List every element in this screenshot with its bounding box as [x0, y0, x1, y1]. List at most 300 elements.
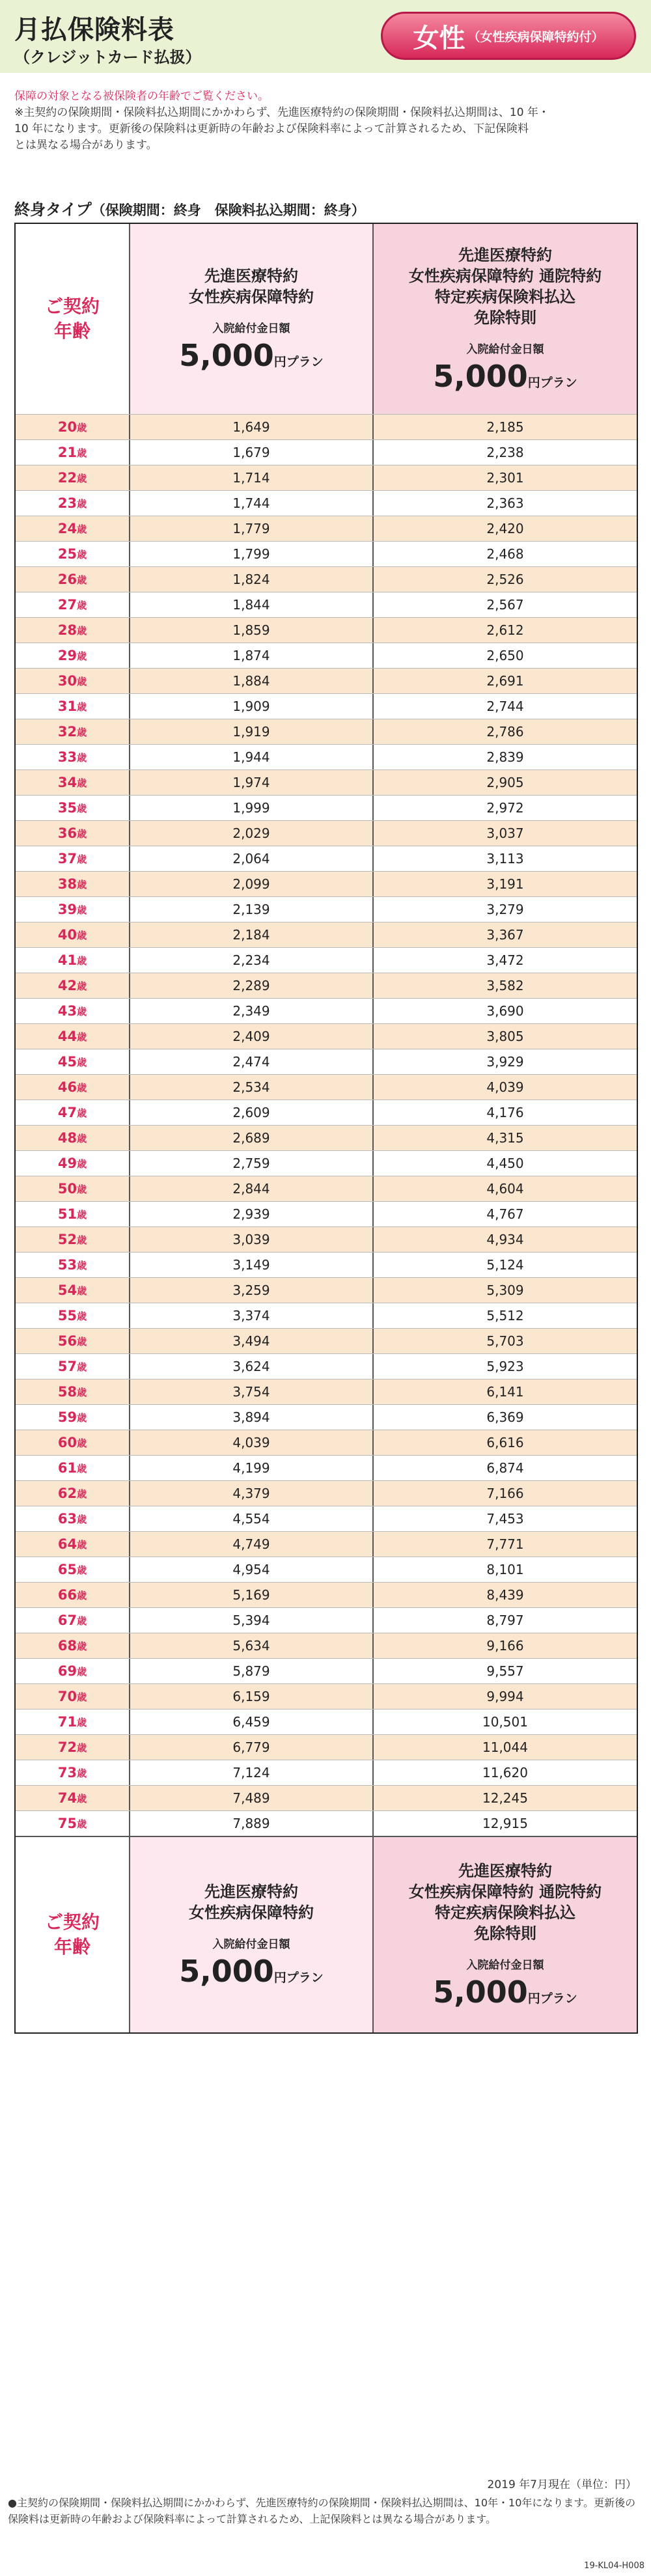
age-cell [16, 1583, 130, 1607]
plan-2-premium-cell: 11,620 [482, 1765, 528, 1780]
plan-2-premium-cell: 7,166 [486, 1486, 524, 1501]
age-unit: 歳 [77, 1411, 87, 1424]
plan-1-title-line-1: 先進医療特約 [204, 266, 298, 285]
plan-1-premium-cell: 3,149 [130, 1253, 374, 1277]
plan-2-premium-cell: 7,771 [486, 1536, 524, 1552]
plan-2-premium-cell: 10,501 [482, 1714, 528, 1730]
plan-1-premium-cell: 1,744 [130, 491, 374, 516]
plan-2-premium-cell: 11,044 [482, 1739, 528, 1755]
plan-1-premium-cell: 1,909 [130, 694, 374, 719]
plan-2-premium-cell: 6,369 [486, 1409, 524, 1425]
age-unit: 歳 [77, 726, 87, 738]
age-unit: 歳 [77, 1208, 87, 1221]
age-value: 22 [57, 470, 77, 486]
age-cell [16, 1456, 130, 1480]
age-cell [16, 1049, 130, 1074]
table-row [16, 1734, 637, 1760]
age-unit: 歳 [77, 1234, 87, 1246]
premium-table [14, 223, 638, 2034]
age-value: 47 [57, 1105, 77, 1120]
age-value: 69 [57, 1663, 77, 1679]
footnote: ●主契約の保険期間・保険料払込期間にかかわらず、先進医療特約の保険期間・保険料払込期間は、10年・10年になります。更新後の保険料は更新時の年齢および保険料率によって計算されるため、上記保険料とは異なる場合があります。 [8, 2497, 636, 2525]
age-value: 33 [57, 749, 77, 765]
plan-2-footer-title-line-4: 免除特則 [474, 1924, 536, 1943]
page-header [0, 0, 651, 73]
renewal-note-line-1: ※主契約の保険期間・保険料払込期間にかかわらず、先進医療特約の保険期間・保険料払込期間は、10 年・ [14, 106, 549, 119]
table-row [16, 617, 637, 643]
table-row [16, 1074, 637, 1100]
age-cell [16, 1811, 130, 1836]
plan-1-premium-cell: 2,844 [130, 1176, 374, 1201]
age-value: 37 [57, 851, 77, 866]
renewal-note-line-2: 10 年になります。更新後の保険料は更新時の年齢および保険料率によって計算されるため、下記保険料 [14, 122, 529, 135]
table-row [16, 1430, 637, 1455]
age-cell [16, 1379, 130, 1404]
age-value: 20 [57, 419, 77, 435]
table-row [16, 1557, 637, 1582]
table-row [16, 1658, 637, 1683]
plan-2-premium-cell: 5,703 [486, 1333, 524, 1349]
age-value: 67 [57, 1613, 77, 1628]
plan-1-premium-cell: 2,474 [130, 1049, 374, 1074]
age-value: 44 [57, 1029, 77, 1044]
table-row [16, 1455, 637, 1480]
age-unit: 歳 [77, 574, 87, 586]
plan-1-premium-cell: 2,029 [130, 821, 374, 846]
age-header-line-2: 年齢 [53, 320, 90, 342]
age-value: 74 [57, 1790, 77, 1806]
age-value: 46 [57, 1079, 77, 1095]
table-row [16, 643, 637, 668]
plan-1-footer-title-line-2: 女性疾病保障特約 [189, 1903, 314, 1922]
plan-2-premium-cell: 2,420 [486, 521, 524, 536]
plan-1-premium-cell: 3,374 [130, 1303, 374, 1328]
age-value: 51 [57, 1206, 77, 1222]
age-unit: 歳 [77, 1462, 87, 1475]
plan-2-title-line-2: 女性疾病保障特約 通院特約 [408, 266, 602, 285]
age-unit: 歳 [77, 904, 87, 916]
plan-1-premium-cell: 2,064 [130, 846, 374, 871]
age-value: 29 [57, 648, 77, 663]
plan-2-premium-cell: 5,512 [486, 1308, 524, 1323]
age-column-header [16, 224, 130, 414]
table-row [16, 1785, 637, 1810]
age-cell [16, 1227, 130, 1252]
table-row [16, 1201, 637, 1226]
plan-2-premium-cell: 4,039 [486, 1079, 524, 1095]
plan-2-premium-cell: 3,805 [486, 1029, 524, 1044]
plan-1-premium-cell: 5,394 [130, 1608, 374, 1633]
table-row [16, 795, 637, 820]
plan-1-premium-cell: 1,999 [130, 796, 374, 820]
plan-1-premium-cell: 1,944 [130, 745, 374, 769]
table-row [16, 1810, 637, 1836]
plan-2-premium-cell: 2,905 [486, 775, 524, 790]
plan-1-premium-cell: 1,874 [130, 643, 374, 668]
age-cell [16, 618, 130, 643]
age-unit: 歳 [77, 1056, 87, 1068]
age-unit: 歳 [77, 1513, 87, 1525]
age-value: 57 [57, 1359, 77, 1374]
table-row [16, 973, 637, 998]
age-unit: 歳 [77, 853, 87, 865]
plan-1-premium-cell: 5,169 [130, 1583, 374, 1607]
table-row [16, 1683, 637, 1709]
age-value: 60 [57, 1435, 77, 1450]
plan-2-premium-cell: 2,301 [486, 470, 524, 486]
plan-2-footer-amount-unit: 円プラン [527, 1991, 577, 2006]
age-unit: 歳 [77, 1437, 87, 1449]
plan-1-amount-unit: 円プラン [273, 354, 324, 369]
age-cell [16, 1430, 130, 1455]
age-unit: 歳 [77, 523, 87, 535]
table-row [16, 1176, 637, 1201]
age-header-line-1: ご契約 [44, 296, 100, 317]
plan-1-premium-cell: 6,159 [130, 1684, 374, 1709]
plan-1-benefit-label: 入院給付金日額 [212, 322, 290, 335]
plan-2-premium-cell: 8,797 [486, 1613, 524, 1628]
plan-1-premium-cell: 2,234 [130, 948, 374, 973]
plan-2-premium-cell: 9,166 [486, 1638, 524, 1654]
plan-2-premium-cell: 2,612 [486, 622, 524, 638]
plan-1-premium-cell: 2,099 [130, 872, 374, 896]
age-cell [16, 1202, 130, 1226]
age-cell [16, 1710, 130, 1734]
plan-1-amount [179, 338, 324, 373]
plan-1-premium-cell: 4,554 [130, 1506, 374, 1531]
age-value: 24 [57, 521, 77, 536]
plan-1-premium-cell: 1,844 [130, 592, 374, 617]
age-cell [16, 1329, 130, 1353]
plan-2-premium-cell: 3,929 [486, 1054, 524, 1070]
age-unit: 歳 [77, 1792, 87, 1805]
plan-1-footer-benefit-label: 入院給付金日額 [212, 1937, 290, 1951]
plan-2-premium-cell: 7,453 [486, 1511, 524, 1527]
age-cell [16, 542, 130, 566]
age-value: 73 [57, 1765, 77, 1780]
age-cell [16, 1024, 130, 1049]
plan-1-premium-cell: 1,779 [130, 516, 374, 541]
table-row [16, 490, 637, 516]
plan-1-column-footer [130, 1837, 374, 2032]
age-cell [16, 1760, 130, 1785]
age-unit: 歳 [77, 1031, 87, 1043]
age-cell [16, 1786, 130, 1810]
plan-1-premium-cell: 3,259 [130, 1278, 374, 1303]
table-row [16, 1328, 637, 1353]
plan-2-premium-cell: 4,767 [486, 1206, 524, 1222]
plan-2-premium-cell: 2,839 [486, 749, 524, 765]
plan-1-premium-cell: 4,199 [130, 1456, 374, 1480]
plan-1-premium-cell: 4,039 [130, 1430, 374, 1455]
age-value: 62 [57, 1486, 77, 1501]
table-row [16, 871, 637, 896]
age-value: 34 [57, 775, 77, 790]
table-row [16, 566, 637, 592]
age-unit: 歳 [77, 1107, 87, 1119]
plan-1-premium-cell: 4,749 [130, 1532, 374, 1557]
plan-2-premium-cell: 3,113 [486, 851, 524, 866]
age-cell [16, 719, 130, 744]
age-cell [16, 1278, 130, 1303]
age-cell [16, 1735, 130, 1760]
age-unit: 歳 [77, 1589, 87, 1601]
age-value: 39 [57, 902, 77, 917]
table-body [16, 414, 637, 1836]
plan-2-title-line-1: 先進医療特約 [458, 245, 552, 264]
table-row [16, 998, 637, 1023]
plan-1-premium-cell: 1,649 [130, 415, 374, 439]
age-unit: 歳 [77, 1488, 87, 1500]
age-cell [16, 922, 130, 947]
plan-1-premium-cell: 7,124 [130, 1760, 374, 1785]
plan-2-premium-cell: 2,238 [486, 445, 524, 460]
plan-1-footer-amount [179, 1954, 324, 1989]
table-row [16, 1023, 637, 1049]
age-unit: 歳 [77, 1081, 87, 1094]
section-title-main: 終身タイプ [14, 201, 92, 219]
plan-1-title-line-2: 女性疾病保障特約 [189, 287, 314, 306]
age-unit: 歳 [77, 1767, 87, 1779]
age-value: 64 [57, 1536, 77, 1552]
age-value: 23 [57, 495, 77, 511]
plan-1-footer-amount-value: 5,000 [179, 1953, 274, 1989]
renewal-note-line-3: とは異なる場合があります。 [14, 139, 158, 152]
table-row [16, 922, 637, 947]
age-unit: 歳 [77, 1386, 87, 1398]
plan-2-premium-cell: 12,245 [482, 1790, 528, 1806]
plan-2-premium-cell: 3,582 [486, 978, 524, 993]
age-cell [16, 1532, 130, 1557]
age-unit: 歳 [77, 1005, 87, 1018]
age-value: 32 [57, 724, 77, 740]
age-value: 26 [57, 572, 77, 587]
plan-2-premium-cell: 8,101 [486, 1562, 524, 1577]
table-row [16, 1353, 637, 1379]
plan-1-column-header [130, 224, 374, 414]
table-row [16, 744, 637, 769]
age-value: 72 [57, 1739, 77, 1755]
age-value: 25 [57, 546, 77, 562]
age-value: 65 [57, 1562, 77, 1577]
age-unit: 歳 [77, 548, 87, 561]
age-unit: 歳 [77, 1335, 87, 1348]
plan-1-premium-cell: 3,754 [130, 1379, 374, 1404]
age-unit: 歳 [77, 1361, 87, 1373]
table-row [16, 1049, 637, 1074]
plan-2-premium-cell: 4,315 [486, 1130, 524, 1146]
plan-1-premium-cell: 1,884 [130, 669, 374, 693]
plan-2-premium-cell: 3,037 [486, 825, 524, 841]
table-row [16, 1379, 637, 1404]
age-cell [16, 1354, 130, 1379]
age-cell [16, 1684, 130, 1709]
age-value: 27 [57, 597, 77, 613]
plan-1-premium-cell: 2,939 [130, 1202, 374, 1226]
age-cell [16, 440, 130, 465]
section-title-period: （保険期間：終身 保険料払込期間：終身） [91, 202, 365, 218]
age-cell [16, 465, 130, 490]
age-cell [16, 1253, 130, 1277]
age-unit: 歳 [77, 1741, 87, 1754]
notes-block [14, 89, 639, 154]
age-unit: 歳 [77, 1183, 87, 1195]
plan-1-premium-cell: 1,714 [130, 465, 374, 490]
table-row [16, 668, 637, 693]
age-cell [16, 1100, 130, 1125]
age-value: 53 [57, 1257, 77, 1273]
table-row [16, 414, 637, 439]
age-unit: 歳 [77, 1691, 87, 1703]
table-row [16, 1303, 637, 1328]
age-cell [16, 491, 130, 516]
age-unit: 歳 [77, 1310, 87, 1322]
age-value: 58 [57, 1384, 77, 1400]
table-row [16, 693, 637, 719]
plan-1-premium-cell: 1,679 [130, 440, 374, 465]
table-row [16, 516, 637, 541]
plan-2-premium-cell: 5,923 [486, 1359, 524, 1374]
document-code: 19-KL04-H008 [584, 2561, 644, 2571]
age-unit: 歳 [77, 1538, 87, 1551]
age-cell [16, 1075, 130, 1100]
table-row [16, 947, 637, 973]
age-cell [16, 1659, 130, 1683]
age-value: 66 [57, 1587, 77, 1603]
age-cell [16, 1608, 130, 1633]
plan-2-premium-cell: 9,557 [486, 1663, 524, 1679]
plan-1-premium-cell: 1,824 [130, 567, 374, 592]
age-cell [16, 1303, 130, 1328]
age-unit: 歳 [77, 1259, 87, 1271]
plan-2-premium-cell: 9,994 [486, 1689, 524, 1704]
age-footer-line-1: ご契約 [44, 1911, 100, 1933]
plan-1-premium-cell: 1,799 [130, 542, 374, 566]
age-unit: 歳 [77, 1157, 87, 1170]
age-cell [16, 1506, 130, 1531]
plan-2-premium-cell: 8,439 [486, 1587, 524, 1603]
plan-2-premium-cell: 2,363 [486, 495, 524, 511]
plan-2-premium-cell: 2,526 [486, 572, 524, 587]
age-cell [16, 770, 130, 795]
age-cell [16, 1557, 130, 1582]
table-row [16, 1277, 637, 1303]
age-unit: 歳 [77, 447, 87, 459]
table-row [16, 592, 637, 617]
age-cell [16, 415, 130, 439]
age-cell [16, 1151, 130, 1176]
section-title [14, 197, 365, 219]
table-row [16, 1607, 637, 1633]
plan-2-premium-cell: 4,450 [486, 1156, 524, 1171]
table-header-top [16, 224, 637, 414]
table-row [16, 1480, 637, 1506]
age-value: 31 [57, 699, 77, 714]
age-unit: 歳 [77, 802, 87, 814]
age-value: 56 [57, 1333, 77, 1349]
plan-2-premium-cell: 2,468 [486, 546, 524, 562]
age-unit: 歳 [77, 980, 87, 992]
plan-2-amount [433, 359, 577, 394]
plan-2-footer-benefit-label: 入院給付金日額 [466, 1958, 544, 1972]
table-row [16, 1633, 637, 1658]
age-unit: 歳 [77, 650, 87, 662]
age-unit: 歳 [77, 1564, 87, 1576]
plan-2-column-footer [374, 1837, 637, 2032]
plan-2-premium-cell: 12,915 [482, 1816, 528, 1831]
age-value: 63 [57, 1511, 77, 1527]
plan-2-premium-cell: 4,176 [486, 1105, 524, 1120]
plan-1-premium-cell: 1,859 [130, 618, 374, 643]
age-cell [16, 1176, 130, 1201]
plan-2-benefit-label: 入院給付金日額 [466, 342, 544, 356]
plan-2-premium-cell: 2,786 [486, 724, 524, 740]
plan-1-premium-cell: 4,379 [130, 1481, 374, 1506]
plan-2-amount-unit: 円プラン [527, 375, 577, 390]
gender-badge-main: 女性 [413, 23, 465, 53]
table-row [16, 1125, 637, 1150]
table-row [16, 465, 637, 490]
table-row [16, 1226, 637, 1252]
gender-badge-sub: （女性疾病保障特約付） [467, 29, 604, 44]
plan-1-premium-cell: 7,889 [130, 1811, 374, 1836]
plan-2-footer-title-line-2: 女性疾病保障特約 通院特約 [408, 1882, 602, 1901]
plan-1-premium-cell: 1,974 [130, 770, 374, 795]
age-cell [16, 669, 130, 693]
age-value: 21 [57, 445, 77, 460]
plan-1-premium-cell: 2,689 [130, 1126, 374, 1150]
plan-1-premium-cell: 2,139 [130, 897, 374, 922]
age-value: 35 [57, 800, 77, 816]
table-row [16, 846, 637, 871]
plan-2-premium-cell: 6,141 [486, 1384, 524, 1400]
plan-1-premium-cell: 2,289 [130, 973, 374, 998]
age-unit: 歳 [77, 1614, 87, 1627]
plan-2-premium-cell: 2,567 [486, 597, 524, 613]
age-unit: 歳 [77, 700, 87, 713]
age-cell [16, 999, 130, 1023]
age-unit: 歳 [77, 1132, 87, 1144]
plan-1-premium-cell: 3,039 [130, 1227, 374, 1252]
age-value: 38 [57, 876, 77, 892]
plan-2-title-line-4: 免除特則 [474, 308, 536, 327]
plan-1-premium-cell: 7,489 [130, 1786, 374, 1810]
age-unit: 歳 [77, 1284, 87, 1297]
table-header-bottom [16, 1836, 637, 2032]
age-value: 45 [57, 1054, 77, 1070]
gender-badge [381, 12, 636, 60]
plan-2-footer-amount [433, 1974, 577, 2010]
age-value: 70 [57, 1689, 77, 1704]
plan-2-premium-cell: 4,934 [486, 1232, 524, 1247]
plan-2-premium-cell: 2,972 [486, 800, 524, 816]
age-value: 49 [57, 1156, 77, 1171]
age-value: 48 [57, 1130, 77, 1146]
age-unit: 歳 [77, 878, 87, 891]
plan-2-footer-title-line-3: 特定疾病保険料払込 [435, 1903, 575, 1922]
plan-2-premium-cell: 3,279 [486, 902, 524, 917]
plan-2-premium-cell: 6,616 [486, 1435, 524, 1450]
age-note: 保障の対象となる被保険者の年齢でご覧ください。 [14, 90, 269, 103]
age-cell [16, 592, 130, 617]
table-row [16, 1709, 637, 1734]
plan-1-premium-cell: 6,779 [130, 1735, 374, 1760]
age-cell [16, 1405, 130, 1430]
age-value: 75 [57, 1816, 77, 1831]
table-row [16, 541, 637, 566]
age-cell [16, 1481, 130, 1506]
age-cell [16, 846, 130, 871]
